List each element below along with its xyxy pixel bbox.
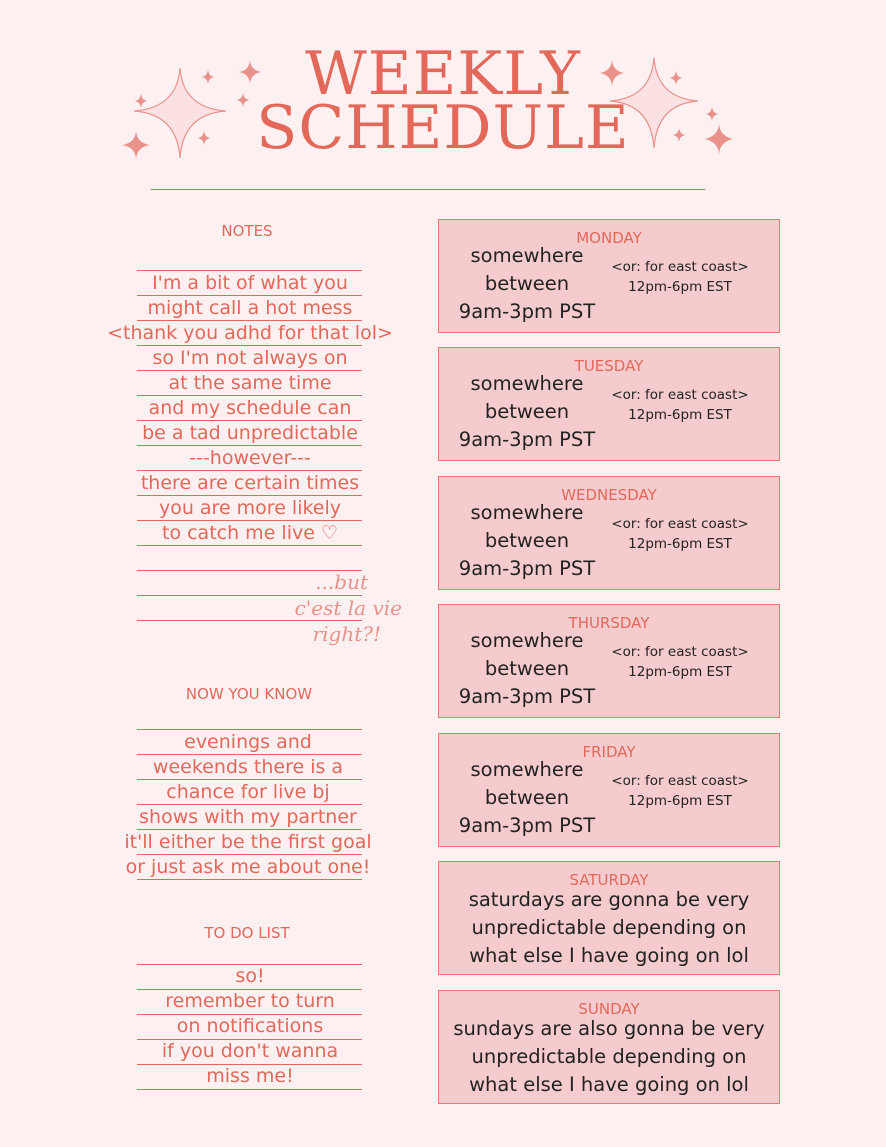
now-you-know-heading: NOW YOU KNOW	[185, 685, 313, 703]
aside-text: right?!	[312, 622, 381, 646]
time-range-est	[601, 642, 759, 682]
time-range-pst	[445, 370, 609, 454]
day-card-monday	[438, 219, 780, 333]
day-card-saturday	[438, 861, 780, 975]
day-description	[439, 1015, 779, 1099]
text-line: weekends there is a	[152, 756, 344, 778]
text-line: shows with my partner	[139, 806, 357, 828]
time-line: 9am-3pm PST	[458, 428, 596, 451]
time-line: between	[484, 529, 570, 552]
time-range-est	[601, 385, 759, 425]
day-name: WEDNESDAY	[561, 486, 657, 504]
description-line: saturdays are gonna be very	[468, 888, 750, 911]
text-line: might call a hot mess	[147, 297, 353, 319]
text-line: so!	[235, 965, 265, 987]
day-name: MONDAY	[576, 229, 642, 247]
text-line: there are certain times	[140, 472, 360, 494]
aside-text: ...but	[315, 570, 368, 594]
time-line: somewhere	[470, 501, 584, 524]
alt-time-line: <or: for east coast>	[611, 259, 749, 275]
aside-text: c'est la vie	[294, 596, 402, 620]
page-title-line-2: SCHEDULE	[256, 93, 630, 163]
text-line: or just ask me about one!	[125, 856, 371, 878]
description-line: unpredictable depending on	[471, 1045, 747, 1068]
time-range-est	[601, 771, 759, 811]
text-line: <thank you adhd for that lol>	[107, 322, 393, 344]
time-range-pst	[445, 242, 609, 326]
time-line: 9am-3pm PST	[458, 814, 596, 837]
alt-time-line: 12pm-6pm EST	[628, 793, 732, 809]
alt-time-line: <or: for east coast>	[611, 644, 749, 660]
text-line: on notifications	[176, 1015, 324, 1037]
alt-time-line: <or: for east coast>	[611, 773, 749, 789]
alt-time-line: <or: for east coast>	[611, 516, 749, 532]
day-card-tuesday	[438, 347, 780, 461]
title-divider	[151, 189, 705, 190]
time-range-pst	[445, 756, 609, 840]
day-card-friday	[438, 733, 780, 847]
time-range-est	[601, 257, 759, 297]
ruled-line	[137, 620, 362, 621]
text-line: and my schedule can	[148, 397, 352, 419]
time-range-est	[601, 514, 759, 554]
text-line: remember to turn	[165, 990, 335, 1012]
notes-heading: NOTES	[221, 222, 273, 240]
time-line: somewhere	[470, 629, 584, 652]
description-line: what else I have going on lol	[469, 944, 749, 967]
time-line: somewhere	[470, 758, 584, 781]
time-line: 9am-3pm PST	[458, 557, 596, 580]
time-line: between	[484, 272, 570, 295]
text-line: if you don't wanna	[161, 1040, 339, 1062]
alt-time-line: 12pm-6pm EST	[628, 407, 732, 423]
text-line: so I'm not always on	[152, 347, 348, 369]
time-line: 9am-3pm PST	[458, 685, 596, 708]
text-line: to catch me live ♡	[162, 522, 338, 544]
time-line: between	[484, 786, 570, 809]
text-line: I'm a bit of what you	[152, 272, 348, 294]
day-card-thursday	[438, 604, 780, 718]
text-line: you are more likely	[158, 497, 342, 519]
time-line: somewhere	[470, 244, 584, 267]
time-line: 9am-3pm PST	[458, 300, 596, 323]
description-line: unpredictable depending on	[471, 916, 747, 939]
alt-time-line: 12pm-6pm EST	[628, 664, 732, 680]
text-line: evenings and	[184, 731, 312, 753]
text-line: chance for live bj	[166, 781, 330, 803]
alt-time-line: 12pm-6pm EST	[628, 279, 732, 295]
day-name: SUNDAY	[578, 1000, 640, 1018]
description-line: sundays are also gonna be very	[453, 1017, 765, 1040]
text-line: miss me!	[206, 1065, 294, 1087]
alt-time-line: <or: for east coast>	[611, 387, 749, 403]
description-line: what else I have going on lol	[469, 1073, 749, 1096]
day-card-sunday	[438, 990, 780, 1104]
page-title-line-1: WEEKLY	[305, 39, 581, 109]
day-name: FRIDAY	[582, 743, 636, 761]
time-line: between	[484, 400, 570, 423]
text-line: it'll either be the first goal	[124, 831, 372, 853]
day-card-wednesday	[438, 476, 780, 590]
ruled-line	[137, 1089, 362, 1090]
day-name: THURSDAY	[568, 614, 650, 632]
day-name: TUESDAY	[574, 357, 644, 375]
todo-heading: TO DO LIST	[204, 924, 290, 942]
day-name: SATURDAY	[569, 871, 649, 889]
time-line: between	[484, 657, 570, 680]
day-description	[439, 886, 779, 970]
text-line: be a tad unpredictable	[142, 422, 358, 444]
text-line: at the same time	[168, 372, 332, 394]
time-line: somewhere	[470, 372, 584, 395]
time-range-pst	[445, 499, 609, 583]
time-range-pst	[445, 627, 609, 711]
alt-time-line: 12pm-6pm EST	[628, 536, 732, 552]
text-line: ---however---	[189, 447, 311, 469]
